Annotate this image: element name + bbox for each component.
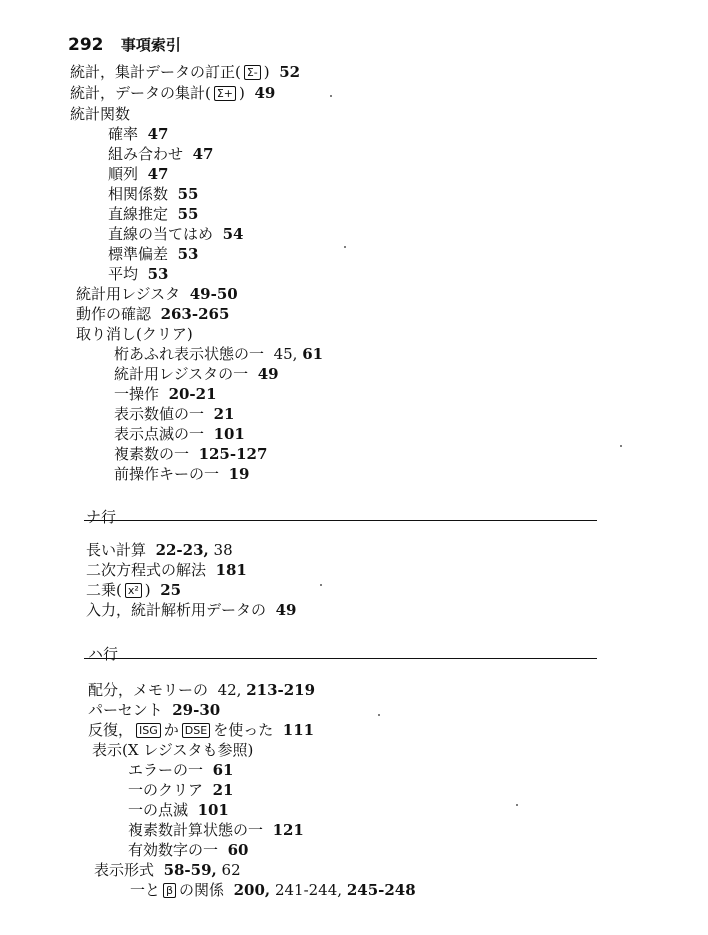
entry-term: 桁あふれ表示状態の一 (114, 345, 265, 363)
entry-term: 配分，メモリーの (88, 681, 209, 699)
index-subentry (130, 881, 416, 900)
entry-term-mid: か (163, 721, 179, 739)
entry-pages-plain: 42, (217, 681, 242, 699)
entry-pages: 58-59, (163, 861, 217, 879)
entry-pages: 53 (177, 245, 199, 263)
entry-term: 複素数計算状態の一 (128, 821, 264, 839)
isg-key-icon: ISG (136, 723, 161, 738)
entry-term: 標準偏差 (108, 245, 169, 263)
entry-pages: 21 (213, 405, 235, 423)
entry-term: 一の点滅 (128, 801, 189, 819)
index-subentry (108, 265, 168, 284)
entry-term: 表示(X レジスタも参照) (92, 741, 254, 759)
index-entry (88, 701, 220, 720)
entry-pages: 49-50 (189, 285, 238, 303)
entry-term: 動作の確認 (76, 305, 152, 323)
entry-term: 平均 (108, 265, 139, 283)
entry-pages: 111 (282, 721, 315, 739)
index-entry (88, 681, 315, 700)
index-entry (76, 305, 229, 324)
entry-term: 取り消し(クリア) (76, 325, 193, 343)
entry-pages: 47 (147, 165, 169, 183)
entry-pages: 54 (222, 225, 244, 243)
entry-pages: 61 (212, 761, 234, 779)
entry-pages: 29-30 (172, 701, 221, 719)
entry-pages: 21 (212, 781, 234, 799)
entry-pages: 213-219 (246, 681, 316, 699)
index-entry (88, 721, 314, 740)
entry-term: 一操作 (114, 385, 160, 403)
entry-pages: 101 (213, 425, 245, 443)
entry-term-close: ) (239, 84, 245, 102)
section-heading-na: ナ行 (86, 508, 117, 526)
sigma-minus-key-icon: Σ- (244, 65, 261, 80)
index-subentry (108, 165, 168, 184)
index-entry (70, 105, 130, 124)
entry-pages: 125-127 (198, 445, 268, 463)
index-subentry (108, 125, 168, 144)
entry-pages: 22-23, (155, 541, 209, 559)
entry-term: エラーの一 (128, 761, 204, 779)
entry-term: 反復， (88, 721, 134, 739)
index-subentry (128, 841, 248, 860)
entry-pages: 101 (197, 801, 229, 819)
entry-pages: 19 (228, 465, 250, 483)
index-subentry (108, 185, 198, 204)
entry-pages: 49 (275, 601, 297, 619)
page-header (68, 34, 181, 55)
beta-key-icon: β (163, 883, 176, 898)
entry-term: 入力，統計解析用データの (86, 601, 267, 619)
entry-term-close: ) (144, 581, 151, 599)
entry-term: 順列 (108, 165, 139, 183)
index-subentry (114, 445, 267, 464)
section-heading-ha: ハ行 (88, 645, 119, 663)
entry-pages: 52 (279, 63, 301, 81)
entry-term: 二次方程式の解法 (86, 561, 207, 579)
index-entry (86, 561, 247, 580)
index-subentry (114, 465, 249, 484)
index-subentry (114, 405, 234, 424)
entry-pages-extra: 245-248 (346, 881, 416, 899)
index-subentry (128, 821, 304, 840)
index-entry (70, 84, 275, 103)
entry-pages: 60 (227, 841, 249, 859)
entry-pages-plain: 38 (213, 541, 233, 559)
entry-term: 一のクリア (128, 781, 204, 799)
page-number: 292 (68, 35, 104, 55)
entry-term: 長い計算 (86, 541, 147, 559)
entry-term: 二乗( (86, 581, 122, 599)
entry-term: 表示形式 (94, 861, 155, 879)
index-entry (76, 285, 238, 304)
entry-pages: 49 (254, 84, 276, 102)
entry-term: 直線推定 (108, 205, 169, 223)
index-subentry (114, 345, 323, 364)
entry-term: 複素数の一 (114, 445, 190, 463)
entry-term: 確率 (108, 125, 139, 143)
entry-pages-plain: 62 (221, 861, 241, 879)
entry-pages: 25 (160, 581, 182, 599)
scan-speck (378, 714, 380, 716)
entry-pages: 47 (192, 145, 214, 163)
entry-pages: 200, (233, 881, 271, 899)
entry-pages: 55 (177, 205, 199, 223)
entry-pages: 61 (302, 345, 324, 363)
entry-pages-plain: 241-244, (274, 881, 343, 899)
index-subentry (108, 145, 213, 164)
entry-term-close: の関係 (179, 881, 225, 899)
scan-speck (516, 804, 518, 806)
index-entry (86, 541, 233, 560)
index-subentry (114, 425, 245, 444)
index-entry (70, 63, 300, 82)
entry-pages: 181 (215, 561, 247, 579)
index-subentry (128, 781, 233, 800)
index-entry (94, 861, 241, 880)
x-squared-key-icon: x² (125, 583, 142, 598)
index-entry (86, 581, 181, 600)
entry-term: 統計，集計データの訂正( (70, 63, 241, 81)
scan-speck (620, 445, 622, 447)
entry-pages: 55 (177, 185, 199, 203)
scan-speck (320, 584, 322, 586)
index-subentry (114, 385, 217, 404)
entry-term: 組み合わせ (108, 145, 184, 163)
entry-pages: 20-21 (168, 385, 217, 403)
entry-term: パーセント (88, 701, 163, 719)
index-subentry (108, 225, 243, 244)
scan-speck (330, 95, 332, 97)
entry-term: 統計，データの集計( (70, 84, 211, 102)
index-entry (92, 741, 253, 760)
section-divider (84, 520, 597, 521)
entry-term: 一と (130, 881, 161, 899)
index-entry (86, 601, 296, 620)
entry-pages: 263-265 (160, 305, 230, 323)
index-subentry (128, 761, 233, 780)
entry-pages-plain: 45, (273, 345, 298, 363)
entry-pages: 53 (147, 265, 169, 283)
index-subentry (108, 245, 198, 264)
entry-term-close: ) (263, 63, 270, 81)
entry-term: 表示点滅の一 (114, 425, 205, 443)
section-divider (84, 658, 597, 659)
index-subentry (114, 365, 279, 384)
page-title: 事項索引 (120, 36, 181, 54)
entry-term: 統計用レジスタ (76, 285, 181, 303)
entry-pages: 47 (147, 125, 169, 143)
entry-pages: 121 (272, 821, 304, 839)
scan-speck (344, 246, 346, 248)
entry-term: 有効数字の一 (128, 841, 219, 859)
index-subentry (128, 801, 229, 820)
sigma-plus-key-icon: Σ+ (214, 86, 236, 101)
entry-term: 統計関数 (70, 105, 131, 123)
entry-term: 前操作キーの一 (114, 465, 220, 483)
entry-term: 直線の当てはめ (108, 225, 214, 243)
entry-term: 相関係数 (108, 185, 169, 203)
dse-key-icon: DSE (182, 723, 210, 738)
entry-term-close: を使った (213, 721, 274, 739)
entry-pages: 49 (257, 365, 279, 383)
index-subentry (108, 205, 198, 224)
entry-term: 統計用レジスタの一 (114, 365, 249, 383)
entry-term: 表示数値の一 (114, 405, 205, 423)
index-entry (76, 325, 193, 344)
